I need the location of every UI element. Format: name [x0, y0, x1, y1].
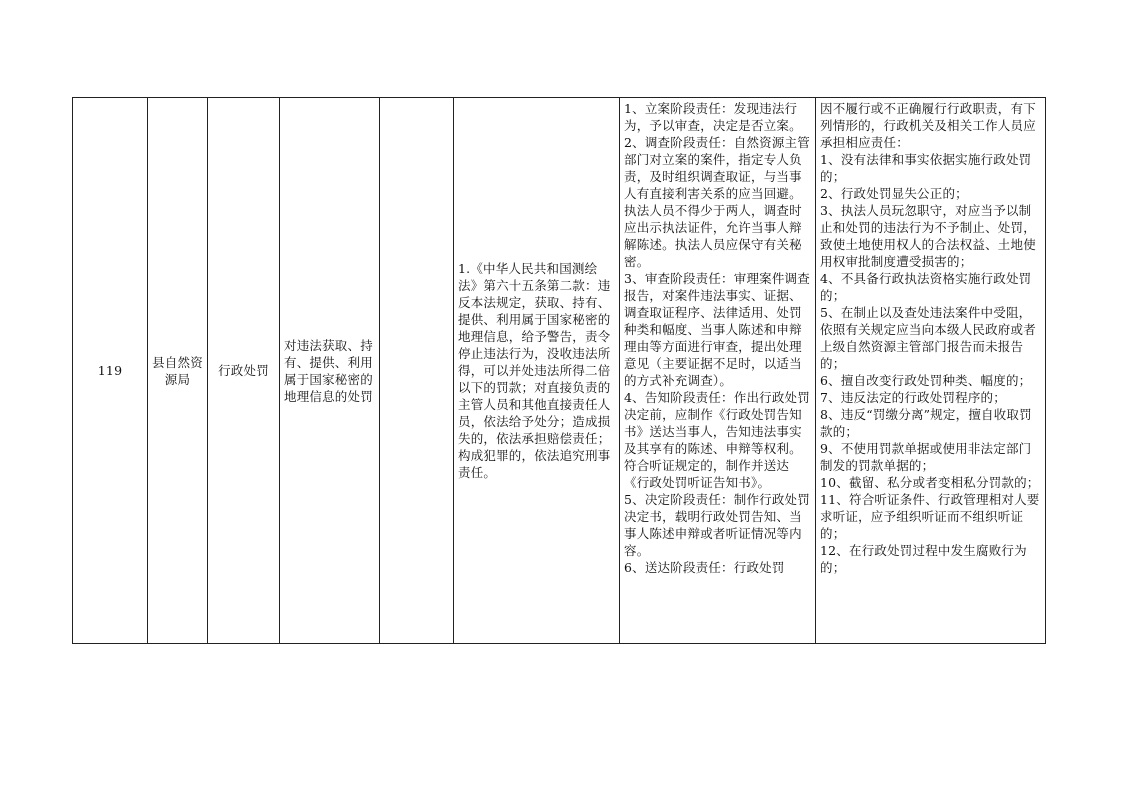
- accountability-item: 5、在制止以及查处违法案件中受阻，依照有关规定应当向本级人民政府或者上级自然资源主管部门报告而未报告的；: [820, 305, 1036, 371]
- responsibility-item: 1、立案阶段责任：发现违法行为，予以审查，决定是否立案。: [624, 101, 802, 133]
- sub-item-cell: [379, 98, 454, 643]
- accountability-item: 3、执法人员玩忽职守，对应当予以制止和处罚的违法行为不予制止、处罚，致使土地使用权人的合法权益、土地使用权审批制度遭受损害的；: [820, 203, 1036, 269]
- accountability-item: 10、截留、私分或者变相私分罚款的；: [820, 475, 1040, 490]
- accountability-item: 2、行政处罚显失公正的；: [820, 186, 968, 201]
- power-category: 行政处罚: [218, 363, 269, 378]
- table-row: [72, 97, 1046, 644]
- responsibility-cell: [619, 98, 815, 643]
- accountability-item: 7、违反法定的行政处罚程序的；: [820, 390, 1006, 405]
- accountability-item: 11、符合听证条件、行政管理相对人要求听证，应予组织听证而不组织听证的；: [820, 492, 1040, 541]
- accountability-item: 12、在行政处罚过程中发生腐败行为的；: [820, 543, 1027, 575]
- accountability-item: 6、擅自改变行政处罚种类、幅度的；: [820, 373, 1032, 388]
- row-number: 119: [97, 363, 123, 378]
- accountability-item: 8、违反“罚缴分离”规定，擅自收取罚款的；: [820, 407, 1032, 439]
- department-name: 县自然资源局: [152, 354, 203, 387]
- accountability-intro: 因不履行或不正确履行行政职责，有下列情形的，行政机关及相关工作人员应承担相应责任：: [820, 101, 1036, 150]
- responsibility-item: 6、送达阶段责任：行政处罚: [624, 560, 785, 575]
- item-name: 对违法获取、持有、提供、利用属于国家秘密的地理信息的处罚: [284, 337, 373, 404]
- accountability-item: 9、不使用罚款单据或使用非法定部门制发的罚款单据的；: [820, 441, 1032, 473]
- accountability-item: 4、不具备行政执法资格实施行政处罚的；: [820, 271, 1032, 303]
- basis-cell: [453, 98, 619, 643]
- responsibility-item: 4、告知阶段责任：作出行政处罚决定前，应制作《行政处罚告知书》送达当事人，告知违法事实及其享有的陈述、申辩等权利。符合听证规定的，制作并送达《行政处罚听证告知书》。: [624, 390, 810, 490]
- responsibility-item: 2、调查阶段责任：自然资源主管部门对立案的案件，指定专人负责，及时组织调查取证，与当事人有直接利害关系的应当回避。执法人员不得少于两人，调查时应出示执法证件，允许当事人辩解陈述。执法人员应保守有关秘密。: [624, 135, 810, 269]
- accountability-cell: [815, 98, 1045, 643]
- responsibility-item: 3、审查阶段责任：审理案件调查报告，对案件违法事实、证据、调查取证程序、法律适用、处罚种类和幅度、当事人陈述和申辩理由等方面进行审查，提出处理意见（主要证据不足时，以适当的方式补充调查）。: [624, 271, 810, 388]
- accountability-item: 1、没有法律和事实依据实施行政处罚的；: [820, 152, 1032, 184]
- legal-basis: 1.《中华人民共和国测绘法》第六十五条第二款：违反本法规定，获取、持有、提供、利用属于国家秘密的地理信息，给予警告，责令停止违法行为，没收违法所得，可以并处违法所得二倍以下的罚款；对直接负责的主管人员和其他直接责任人员，依法给予处分；造成损失的，依法承担赔偿责任；构成犯罪的，依法追究刑事责任。: [458, 261, 611, 480]
- department-cell: [147, 98, 207, 643]
- row-number-cell: [73, 98, 147, 643]
- item-name-cell: [279, 98, 379, 643]
- responsibility-item: 5、决定阶段责任：制作行政处罚决定书，载明行政处罚告知、当事人陈述申辩或者听证情况等内容。: [624, 492, 810, 558]
- category-cell: [207, 98, 279, 643]
